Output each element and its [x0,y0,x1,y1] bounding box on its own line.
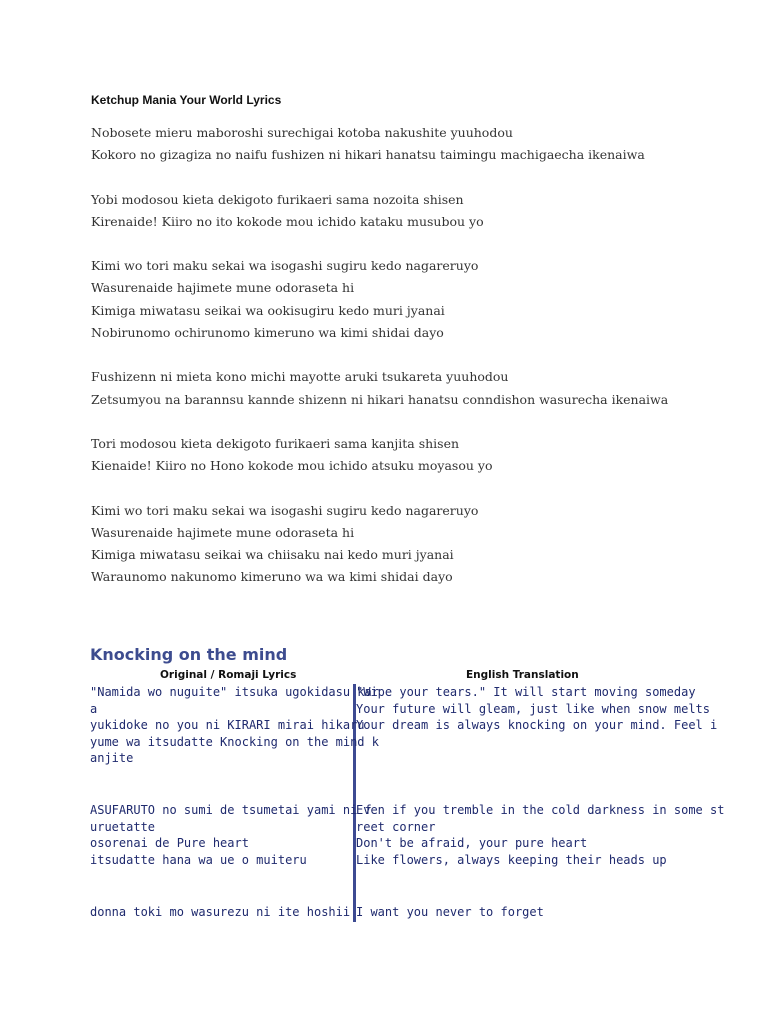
stanza [91,255,668,344]
original-column-header: Original / Romaji Lyrics [160,669,297,681]
lyric-line: Nobosete mieru maboroshi surechigai kotoba nakushite yuuhodou [91,125,513,140]
original-line: yukidoke no you ni KIRARI mirai hikaru [90,718,365,733]
translation-line: Even if you tremble in the cold darkness in some st [356,803,725,817]
lyric-line: Kimi wo tori maku sekai wa isogashi sugiru kedo nagareruyo [91,258,479,274]
translation-line: Your future will gleam, just like when snow melts [356,701,711,716]
translation-block [356,802,724,868]
translation-line: reet corner [356,819,436,834]
lyric-line: Kimi wo tori maku sekai wa isogashi sugiru kedo nagareruyo [91,502,479,518]
lyric-line: Wasurenaide hajimete mune odoraseta hi [91,280,355,296]
original-line: anjite [90,751,134,766]
lyric-line: Nobirunomo ochirunomo kimeruno wa kimi shidai dayo [91,325,444,341]
lyric-line: Yobi modosou kieta dekigoto furikaeri sama nozoita shisen [91,191,464,207]
lyric-line: Kokoro no gizagiza no naifu fushizen ni hikari hanatsu taimingu machigaecha ikenaiwa [91,147,645,163]
lyric-line: Zetsumyou na barannsu kannde shizenn ni hikari hanatsu conndishon wasurecha ikenaiwa [91,391,669,407]
original-block [90,684,379,767]
translation-line: Don't be afraid, your pure heart [356,836,588,851]
original-block [90,904,350,921]
lyric-line: Kienaide! Kiiro no Hono kokode mou ichido atsuku moyasou yo [91,458,493,474]
lyric-line: Kimiga miwatasu seikai wa chiisaku nai kedo muri jyanai [91,547,454,563]
lyric-line: Kirenaide! Kiiro no ito kokode mou ichido kataku musubou yo [91,213,484,229]
original-line: "Namida wo nuguite" itsuka ugokidasu kar [90,685,379,699]
lyric-line: Fushizenn ni mieta kono michi mayotte aruki tsukareta yuuhodou [91,369,509,385]
document-title: Ketchup Mania Your World Lyrics [91,93,282,107]
translation-column-header: English Translation [466,669,579,681]
original-line: ASUFARUTO no sumi de tsumetai yami ni f [90,803,372,817]
translation-block [356,684,717,734]
stanza [91,500,668,589]
translation-line: I want you never to forget [356,905,544,919]
stanza [91,366,668,411]
stanza [91,433,668,478]
translation-line: Like flowers, always keeping their heads up [356,852,667,867]
original-line: uruetatte [90,819,156,834]
original-line: a [90,701,98,716]
lyric-line: Waraunomo nakunomo kimeruno wa wa kimi shidai dayo [91,569,453,585]
stanza [91,122,668,167]
stanza [91,189,668,234]
section-title: Knocking on the mind [90,645,288,664]
romaji-lyrics [91,122,668,611]
translation-line: "Wipe your tears." It will start moving someday [356,685,696,699]
lyric-line: Wasurenaide hajimete mune odoraseta hi [91,524,355,540]
original-line: yume wa itsudatte Knocking on the mind k [90,734,379,749]
translation-line: Your dream is always knocking on your mind. Feel i [356,718,718,733]
original-line: itsudatte hana wa ue o muiteru [90,852,307,867]
original-line: osorenai de Pure heart [90,836,249,851]
lyric-line: Tori modosou kieta dekigoto furikaeri sama kanjita shisen [91,435,460,451]
original-line: donna toki mo wasurezu ni ite hoshii [90,905,351,919]
translation-block [356,904,544,921]
original-block [90,802,372,868]
lyric-line: Kimiga miwatasu seikai wa ookisugiru kedo muri jyanai [91,302,445,318]
